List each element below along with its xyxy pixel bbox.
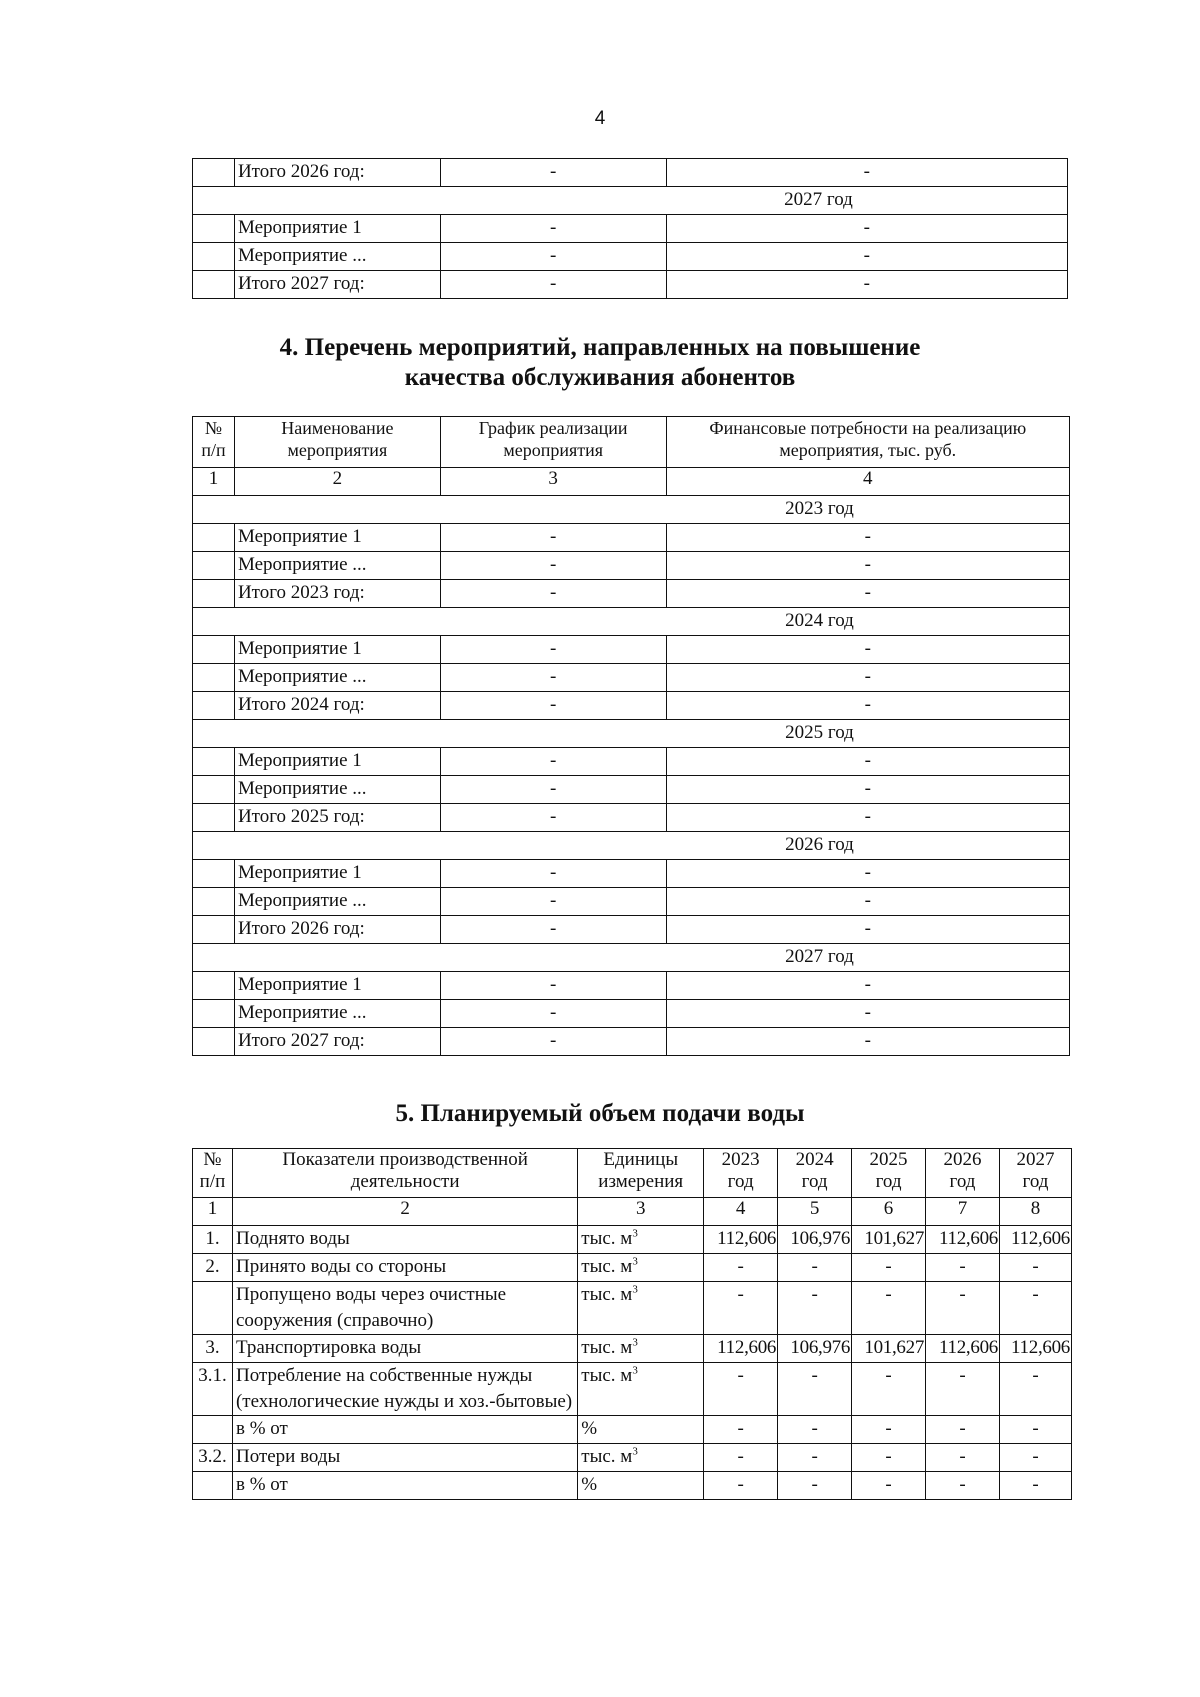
activity-finance: - [666,916,1069,944]
activity-schedule: - [440,972,666,1000]
value-cell: - [999,1363,1071,1416]
table-body [193,1149,1072,1500]
table-header-row [193,1149,1072,1198]
activity-schedule: - [440,664,666,692]
table-row [193,972,1070,1000]
year-row [193,720,1070,748]
value-cell: - [852,1416,926,1444]
activity-finance: - [666,552,1069,580]
activity-finance: - [666,776,1069,804]
row-number: 3.1. [193,1363,233,1416]
header-year: 2023 год [704,1149,778,1198]
activity-schedule: - [440,804,666,832]
table-row [193,1472,1072,1500]
table-row [193,1335,1072,1363]
activity-finance: - [666,580,1069,608]
row-number-cell [193,1028,235,1056]
activity-finance: - [666,271,1067,299]
indicator-name: Потери воды [232,1444,577,1472]
value-cell: 106,976 [778,1335,852,1363]
value-cell: - [704,1254,778,1282]
col-number: 1 [193,468,235,496]
unit-exponent: 3 [632,1283,638,1296]
column-numbers-row [193,468,1070,496]
year-row [193,496,1070,524]
activity-schedule: - [440,916,666,944]
header-unit: Единицы измерения [578,1149,704,1198]
activity-schedule: - [440,243,666,271]
table-row [193,1282,1072,1335]
activity-schedule: - [440,636,666,664]
activity-name: Итого 2026 год: [234,916,440,944]
indicator-name: в % от [232,1472,577,1500]
year-label: 2023 год [193,496,1070,524]
activity-name: Итого 2026 год: [234,159,440,187]
table-row [193,804,1070,832]
value-cell: - [926,1416,1000,1444]
row-number [193,1472,233,1500]
table-row [193,524,1070,552]
table-row [193,159,1068,187]
row-number-cell [193,664,235,692]
section4-title-line1: 4. Перечень мероприятий, направленных на повышение [279,334,921,361]
table-row [193,552,1070,580]
unit-exponent: 3 [632,1255,638,1268]
header-schedule: График реализации мероприятия [440,417,666,468]
value-cell: 112,606 [704,1335,778,1363]
value-cell: - [778,1282,852,1335]
row-number-cell [193,215,235,243]
value-cell: - [999,1444,1071,1472]
activity-finance: - [666,860,1069,888]
activity-finance: - [666,243,1067,271]
table-row [193,692,1070,720]
unit-text: % [581,1474,598,1495]
activity-schedule: - [440,1000,666,1028]
indicator-name: Потребление на собственные нужды (технологические нужды и хоз.-бытовые) [232,1363,577,1416]
value-cell: 112,606 [926,1335,1000,1363]
indicator-name: Пропущено воды через очистные сооружения (справочно) [232,1282,577,1335]
activity-name: Мероприятие 1 [234,215,440,243]
row-number-cell [193,580,235,608]
header-year: 2025 год [852,1149,926,1198]
row-number-cell [193,271,235,299]
value-cell: 101,627 [852,1335,926,1363]
activity-schedule: - [440,552,666,580]
activity-finance: - [666,888,1069,916]
unit-exponent: 3 [632,1336,638,1349]
row-number: 1. [193,1226,233,1254]
table-row [193,748,1070,776]
table-row [193,916,1070,944]
row-number-cell [193,776,235,804]
activity-finance: - [666,972,1069,1000]
activity-schedule: - [440,748,666,776]
year-label: 2025 год [193,720,1070,748]
row-number-cell [193,243,235,271]
row-number-cell [193,636,235,664]
col-number: 7 [926,1198,1000,1226]
year-row [193,832,1070,860]
value-cell: 112,606 [926,1226,1000,1254]
activity-schedule: - [440,692,666,720]
indicator-name: Принято воды со стороны [232,1254,577,1282]
activity-name: Итого 2027 год: [234,271,440,299]
activity-finance: - [666,748,1069,776]
section4-title-line2: качества обслуживания абонентов [404,364,796,391]
unit-cell [578,1416,704,1444]
activity-name: Итого 2023 год: [234,580,440,608]
activity-name: Мероприятие ... [234,664,440,692]
header-indicator: Показатели производственной деятельности [232,1149,577,1198]
value-cell: - [926,1282,1000,1335]
unit-text: % [581,1418,598,1439]
value-cell: - [852,1363,926,1416]
value-cell: - [704,1282,778,1335]
unit-text: тыс. м [581,1256,633,1277]
row-number-cell [193,748,235,776]
value-cell: 112,606 [999,1226,1071,1254]
table-row [193,776,1070,804]
value-cell: - [704,1472,778,1500]
activity-finance: - [666,524,1069,552]
activity-name: Мероприятие 1 [234,636,440,664]
unit-exponent: 3 [632,1445,638,1458]
value-cell: - [926,1254,1000,1282]
year-label: 2027 год [193,944,1070,972]
row-number: 3.2. [193,1444,233,1472]
table-row [193,860,1070,888]
activity-schedule: - [440,159,666,187]
table-row [193,580,1070,608]
activity-schedule: - [440,271,666,299]
value-cell: - [778,1363,852,1416]
value-cell: - [852,1472,926,1500]
table-row [193,888,1070,916]
col-number: 5 [778,1198,852,1226]
row-number: 3. [193,1335,233,1363]
value-cell: - [778,1416,852,1444]
header-year: 2024 год [778,1149,852,1198]
table-row [193,636,1070,664]
table-body [193,159,1068,299]
value-cell: - [852,1254,926,1282]
activity-finance: - [666,664,1069,692]
value-cell: - [704,1416,778,1444]
unit-text: тыс. м [581,1446,633,1467]
row-number-cell [193,860,235,888]
activity-schedule: - [440,888,666,916]
header-year: 2027 год [999,1149,1071,1198]
value-cell: - [999,1282,1071,1335]
value-cell: 106,976 [778,1226,852,1254]
unit-text: тыс. м [581,1284,633,1305]
table-header-row [193,417,1070,468]
activity-name: Мероприятие ... [234,888,440,916]
indicator-name: Поднято воды [232,1226,577,1254]
service-quality-activities-table [192,416,1070,1056]
activity-name: Мероприятие ... [234,243,440,271]
table-row [193,243,1068,271]
row-number-cell [193,916,235,944]
table-row [193,1226,1072,1254]
year-label: 2027 год [193,187,1068,215]
activity-finance: - [666,215,1067,243]
header-year: 2026 год [926,1149,1000,1198]
activity-name: Мероприятие 1 [234,748,440,776]
unit-cell [578,1363,704,1416]
activity-finance: - [666,692,1069,720]
activity-schedule: - [440,776,666,804]
activity-finance: - [666,636,1069,664]
col-number: 2 [234,468,440,496]
indicator-name: в % от [232,1416,577,1444]
activity-name: Мероприятие ... [234,1000,440,1028]
year-label: 2026 год [193,832,1070,860]
row-number [193,1416,233,1444]
value-cell: - [999,1254,1071,1282]
col-number: 6 [852,1198,926,1226]
activity-schedule: - [440,860,666,888]
col-number: 4 [666,468,1069,496]
row-number-cell [193,159,235,187]
table-row [193,1416,1072,1444]
unit-cell [578,1254,704,1282]
activity-name: Мероприятие ... [234,552,440,580]
value-cell: 101,627 [852,1226,926,1254]
table-body [193,417,1070,1056]
activity-schedule: - [440,215,666,243]
row-number-cell [193,552,235,580]
value-cell: - [778,1444,852,1472]
activity-name: Мероприятие 1 [234,524,440,552]
table-row [193,271,1068,299]
row-number: 2. [193,1254,233,1282]
unit-text: тыс. м [581,1337,633,1358]
table-row [193,1444,1072,1472]
value-cell: - [704,1363,778,1416]
col-number: 3 [440,468,666,496]
value-cell: - [926,1472,1000,1500]
unit-text: тыс. м [581,1365,633,1386]
unit-cell [578,1472,704,1500]
activity-finance: - [666,804,1069,832]
activity-name: Мероприятие ... [234,776,440,804]
year-row [193,944,1070,972]
table-row [193,1254,1072,1282]
col-number: 2 [232,1198,577,1226]
activities-table-continued [192,158,1068,299]
value-cell: - [704,1444,778,1472]
unit-cell [578,1444,704,1472]
indicator-name: Транспортировка воды [232,1335,577,1363]
table-row [193,1028,1070,1056]
page-number: 4 [594,108,606,129]
activity-schedule: - [440,524,666,552]
unit-text: тыс. м [581,1228,633,1249]
value-cell: - [926,1444,1000,1472]
activity-finance: - [666,1028,1069,1056]
header-name: Наименование мероприятия [234,417,440,468]
unit-cell [578,1282,704,1335]
unit-cell [578,1335,704,1363]
activity-schedule: - [440,580,666,608]
year-row [193,608,1070,636]
activity-name: Итого 2025 год: [234,804,440,832]
activity-name: Итого 2027 год: [234,1028,440,1056]
row-number-cell [193,1000,235,1028]
unit-exponent: 3 [632,1364,638,1377]
activity-name: Мероприятие 1 [234,860,440,888]
value-cell: - [926,1363,1000,1416]
col-number: 3 [578,1198,704,1226]
table-row [193,1000,1070,1028]
value-cell: - [999,1472,1071,1500]
header-num: № п/п [193,417,235,468]
value-cell: - [852,1444,926,1472]
value-cell: 112,606 [999,1335,1071,1363]
row-number [193,1282,233,1335]
header-finance: Финансовые потребности на реализацию мероприятия, тыс. руб. [666,417,1069,468]
row-number-cell [193,692,235,720]
activity-name: Итого 2024 год: [234,692,440,720]
table-row [193,1363,1072,1416]
table-row [193,215,1068,243]
activity-finance: - [666,1000,1069,1028]
value-cell: - [999,1416,1071,1444]
col-number: 8 [999,1198,1071,1226]
unit-cell [578,1226,704,1254]
unit-exponent: 3 [632,1227,638,1240]
section5-title: 5. Планируемый объем подачи воды [395,1100,805,1127]
value-cell: - [778,1254,852,1282]
activity-name: Мероприятие 1 [234,972,440,1000]
row-number-cell [193,972,235,1000]
table-row [193,664,1070,692]
row-number-cell [193,888,235,916]
column-numbers-row [193,1198,1072,1226]
col-number: 4 [704,1198,778,1226]
year-label: 2024 год [193,608,1070,636]
year-row [193,187,1068,215]
col-number: 1 [193,1198,233,1226]
row-number-cell [193,804,235,832]
value-cell: - [778,1472,852,1500]
header-num: № п/п [193,1149,233,1198]
value-cell: - [852,1282,926,1335]
water-supply-volume-table [192,1148,1072,1500]
activity-finance: - [666,159,1067,187]
activity-schedule: - [440,1028,666,1056]
row-number-cell [193,524,235,552]
value-cell: 112,606 [704,1226,778,1254]
